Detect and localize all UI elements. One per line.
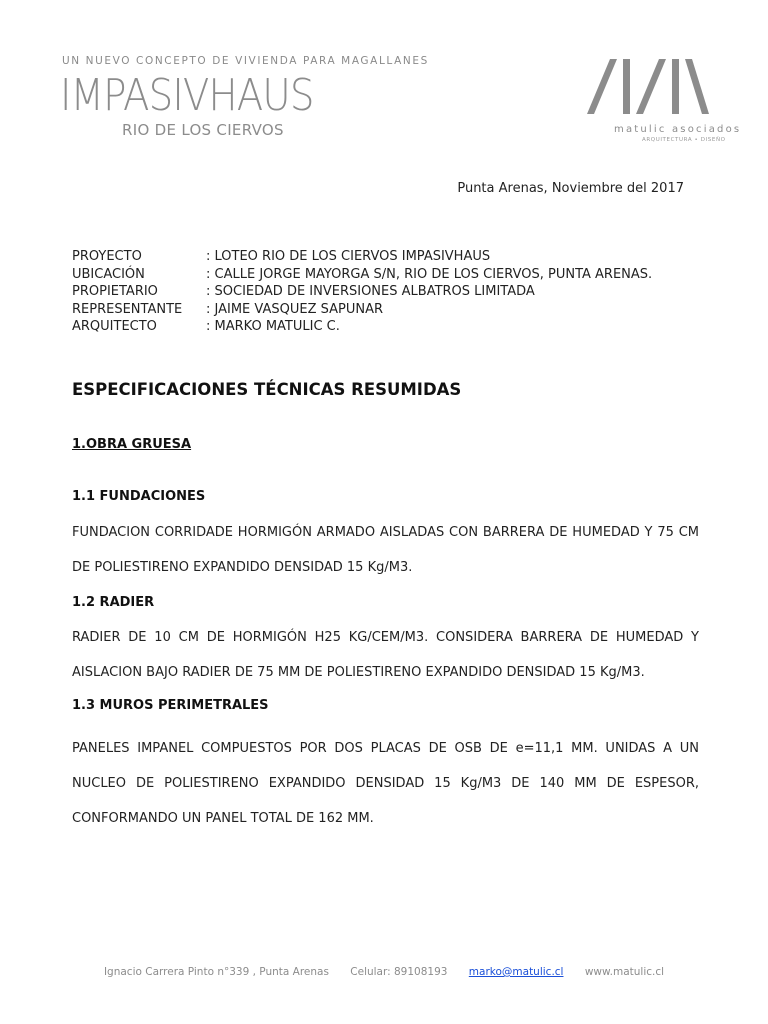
info-value: : SOCIEDAD DE INVERSIONES ALBATROS LIMITADA (206, 284, 535, 299)
subsection-heading-muros: 1.3 MUROS PERIMETRALES (72, 698, 269, 713)
footer-address: Ignacio Carrera Pinto n°339 , Punta Arenas (103, 966, 329, 978)
info-value: : JAIME VASQUEZ SAPUNAR (206, 301, 384, 317)
project-info-row (72, 318, 652, 336)
subsection-text-muros: PANELES IMPANEL COMPUESTOS POR DOS PLACAS DE OSB DE e=11,1 MM. UNIDAS A UN NUCLEO DE POLIESTIRENO EXPANDIDO DENSIDAD 15 Kg/M3 DE 140 MM DE ESPESOR, CONFORMANDO UN PANEL TOTAL DE 162 MM. (72, 741, 699, 826)
project-info-row (72, 266, 652, 284)
project-info-row (72, 301, 652, 319)
logo-name: matulic asociados (614, 124, 742, 135)
subsection-text-fundaciones: FUNDACION CORRIDADE HORMIGÓN ARMADO AISLADAS CON BARRERA DE HUMEDAD Y 75 CM DE POLIESTIRENO EXPANDIDO DENSIDAD 15 Kg/M3. (72, 525, 699, 575)
document-title: ESPECIFICACIONES TÉCNICAS RESUMIDAS (72, 380, 462, 399)
footer-phone: Celular: 89108193 (350, 966, 448, 978)
subsection-text-radier: RADIER DE 10 CM DE HORMIGÓN H25 KG/CEM/M3. CONSIDERA BARRERA DE HUMEDAD Y AISLACION BAJO RADIER DE 75 MM DE POLIESTIRENO EXPANDIDO DENSIDAD 15 Kg/M3. (72, 630, 699, 680)
footer-website[interactable]: www.matulic.cl (584, 966, 665, 978)
info-label: REPRESENTANTE (72, 301, 183, 317)
project-info-row (72, 248, 652, 266)
footer (0, 966, 768, 978)
info-value: : CALLE JORGE MAYORGA S/N, RIO DE LOS CIERVOS, PUNTA ARENAS. (206, 266, 653, 282)
brand-subtitle: RIO DE LOS CIERVOS (122, 121, 284, 139)
tagline: UN NUEVO CONCEPTO DE VIVIENDA PARA MAGALLANES (62, 55, 429, 67)
project-info-row (72, 283, 652, 301)
project-info (72, 248, 652, 336)
info-label: ARQUITECTO (72, 319, 157, 334)
logo-tagline: ARQUITECTURA • DISEÑO (642, 137, 726, 143)
info-label: PROYECTO (72, 249, 142, 264)
subsection-heading-fundaciones: 1.1 FUNDACIONES (72, 489, 206, 504)
info-value: : MARKO MATULIC C. (206, 319, 340, 334)
info-value: : LOTEO RIO DE LOS CIERVOS IMPASIVHAUS (206, 249, 491, 264)
info-label: PROPIETARIO (72, 284, 158, 299)
section-heading: 1.OBRA GRUESA (72, 437, 192, 452)
info-label: UBICACIÓN (72, 266, 145, 282)
date-line: Punta Arenas, Noviembre del 2017 (457, 181, 684, 196)
subsection-heading-radier: 1.2 RADIER (72, 595, 155, 610)
footer-email-link[interactable]: marko@matulic.cl (468, 966, 564, 978)
brand-title: IMPASIVHAUS (60, 70, 314, 121)
